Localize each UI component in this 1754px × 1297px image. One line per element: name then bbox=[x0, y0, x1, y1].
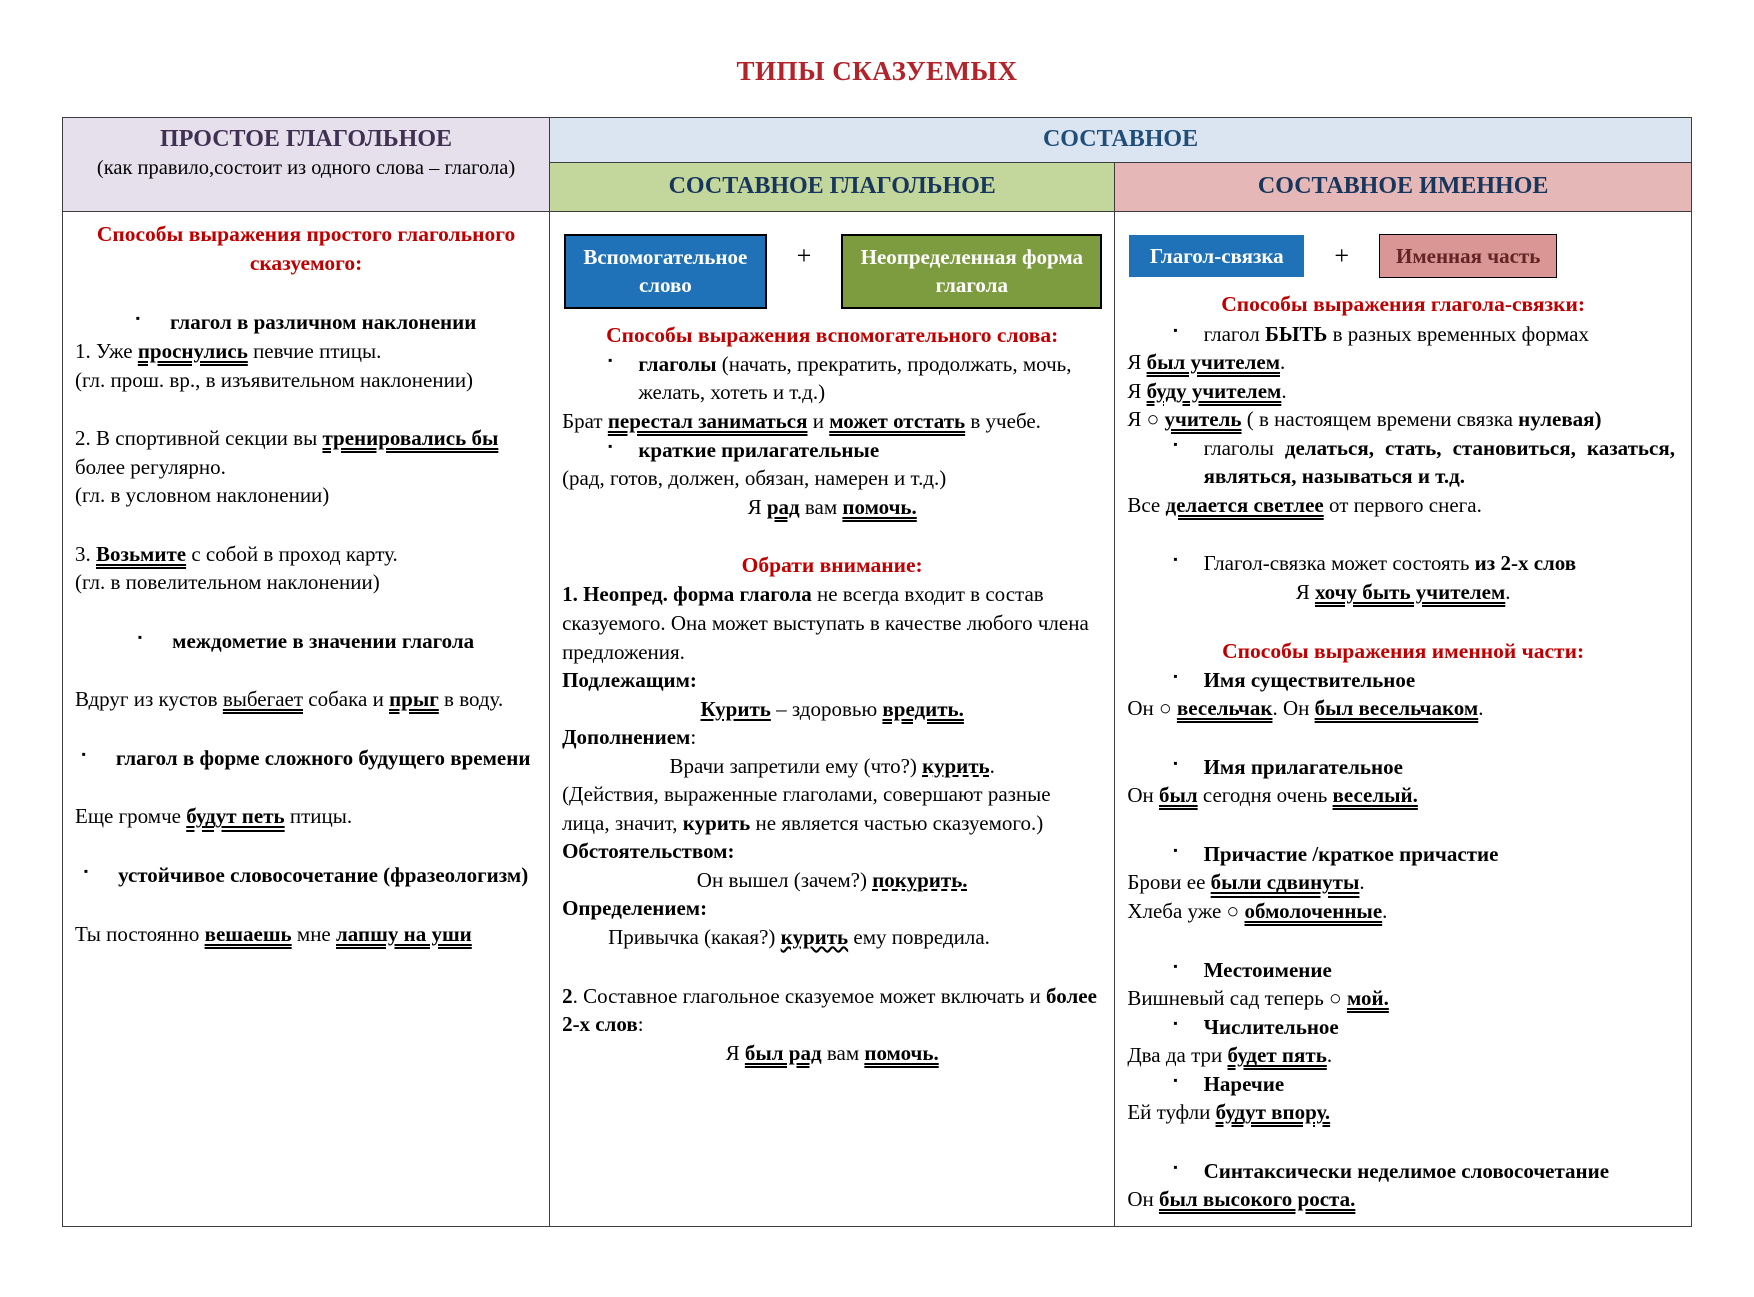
paragraph bbox=[562, 894, 1102, 923]
emphasis-run: помочь. bbox=[842, 494, 917, 519]
text-run: Я bbox=[1295, 579, 1315, 604]
header-composite-nominal: СОСТАВНОЕ ИМЕННОЕ bbox=[1115, 163, 1692, 212]
text-run: Вишневый сад теперь ○ bbox=[1127, 986, 1347, 1011]
spacer bbox=[1127, 1127, 1679, 1157]
paragraph bbox=[1127, 405, 1679, 434]
paragraph bbox=[1127, 868, 1679, 897]
emphasis-run: Определением: bbox=[562, 896, 708, 921]
paragraph bbox=[75, 685, 537, 714]
emphasis-run: делается светлее bbox=[1165, 492, 1324, 517]
emphasis-run: курить bbox=[922, 753, 990, 778]
emphasis-run: Дополнением bbox=[562, 725, 691, 750]
bullet-square-icon: ▪ bbox=[1173, 1015, 1178, 1030]
text-run: Я bbox=[747, 494, 767, 519]
paragraph bbox=[562, 580, 1102, 666]
emphasis-run: учитель bbox=[1164, 407, 1242, 432]
paragraph bbox=[1127, 694, 1679, 723]
emphasis-run: помочь. bbox=[864, 1040, 939, 1065]
bullet-square-icon: ▪ bbox=[1173, 668, 1178, 683]
paragraph bbox=[75, 337, 537, 366]
text-run: Все bbox=[1127, 492, 1166, 517]
bullet-text bbox=[638, 350, 1102, 407]
paragraph bbox=[1127, 348, 1679, 377]
paragraph bbox=[562, 723, 1102, 752]
bullet-text bbox=[1204, 320, 1589, 349]
emphasis-run: будут петь bbox=[186, 804, 285, 829]
emphasis-run: был учителем bbox=[1146, 350, 1280, 375]
emphasis-run: глаголы bbox=[638, 351, 722, 376]
paragraph bbox=[562, 464, 1102, 493]
text-run: вам bbox=[821, 1040, 865, 1065]
text-run: Он bbox=[1127, 1187, 1159, 1212]
text-run: . bbox=[989, 753, 995, 778]
text-run: Врачи запретили ему (что?) bbox=[669, 753, 923, 778]
emphasis-run: Местоимение bbox=[1203, 957, 1332, 982]
bullet-item bbox=[1127, 956, 1679, 985]
emphasis-run: был рад bbox=[744, 1040, 822, 1065]
text-run: глаголы bbox=[1203, 435, 1285, 460]
text-run: . Составное глагольное сказуемое может включать и bbox=[572, 983, 1047, 1008]
emphasis-run: краткие прилагательные bbox=[638, 437, 880, 462]
text-run: птицы. bbox=[284, 804, 353, 829]
bullet-item bbox=[1127, 666, 1679, 695]
paragraph bbox=[562, 666, 1102, 695]
bullet-text bbox=[1204, 1013, 1339, 1042]
text-run: Обрати внимание: bbox=[741, 553, 923, 578]
text-run: певчие птицы. bbox=[247, 339, 382, 364]
text-run: Ей туфли bbox=[1127, 1100, 1216, 1125]
emphasis-run: лапшу на уши bbox=[336, 921, 472, 946]
paragraph bbox=[75, 481, 537, 510]
bullet-square-icon: ▪ bbox=[81, 746, 86, 761]
emphasis-run: 2 bbox=[562, 983, 573, 1008]
text-run: Способы выражения вспомогательного слова: bbox=[606, 322, 1059, 347]
text-run: в воду. bbox=[438, 687, 504, 712]
emphasis-run: был высокого роста. bbox=[1158, 1187, 1356, 1212]
emphasis-run: Возьмите bbox=[96, 541, 187, 566]
emphasis-run: Наречие bbox=[1203, 1071, 1285, 1096]
text-run: Брат bbox=[562, 409, 608, 434]
emphasis-run: Обстоятельством: bbox=[562, 839, 735, 864]
emphasis-run: прыг bbox=[389, 687, 439, 712]
bullet-square-icon: ▪ bbox=[1173, 958, 1178, 973]
plus-sign: + bbox=[796, 241, 812, 270]
bullet-square-icon: ▪ bbox=[1173, 1159, 1178, 1174]
spacer bbox=[75, 597, 537, 627]
paragraph bbox=[1127, 377, 1679, 406]
text-run: 2. В спортивной секции вы bbox=[75, 426, 323, 451]
header-simple-verbal bbox=[63, 118, 550, 212]
paragraph bbox=[1127, 578, 1679, 607]
formula-box: Неопределенная форма глагола bbox=[841, 234, 1102, 309]
text-run: Способы выражения простого глагольного сказуемого: bbox=[96, 222, 516, 276]
emphasis-run: курить bbox=[682, 810, 751, 835]
text-run: (гл. в условном наклонении) bbox=[75, 483, 330, 508]
text-run: : bbox=[637, 1012, 644, 1037]
bullet-item bbox=[1127, 840, 1679, 869]
text-run: Хлеба уже ○ bbox=[1127, 899, 1245, 924]
paragraph bbox=[75, 366, 537, 395]
spacer bbox=[75, 714, 537, 744]
bullet-item bbox=[75, 627, 537, 656]
emphasis-run: может отстать bbox=[829, 409, 966, 434]
spacer bbox=[1127, 519, 1679, 549]
header-simple-verbal-subtitle: (как правило,состоит из одного слова – глагола) bbox=[96, 157, 516, 179]
emphasis-run: 1. Неопред. форма глагола bbox=[562, 582, 817, 607]
paragraph bbox=[1127, 984, 1679, 1013]
spacer bbox=[75, 394, 537, 424]
emphasis-run: хочу быть учителем bbox=[1314, 579, 1506, 604]
emphasis-run: устойчивое словосочетание (фразеологизм) bbox=[118, 863, 529, 888]
text-run: . Он bbox=[1272, 696, 1315, 721]
page bbox=[0, 56, 1754, 1227]
text-run: Я bbox=[1127, 378, 1147, 403]
text-run: собака и bbox=[303, 687, 390, 712]
text-run: (гл. в повелительном наклонении) bbox=[75, 570, 380, 595]
emphasis-run: будут впору. bbox=[1215, 1100, 1331, 1125]
text-run: Способы выражения глагола-связки: bbox=[1221, 292, 1586, 317]
formula-box: Глагол-связка bbox=[1129, 235, 1304, 277]
formula-row bbox=[564, 234, 1102, 309]
emphasis-run: были сдвинуты bbox=[1210, 870, 1360, 895]
emphasis-run: Подлежащим: bbox=[562, 668, 697, 693]
emphasis-run: рад bbox=[766, 494, 800, 519]
spacer bbox=[562, 952, 1102, 982]
spacer bbox=[1127, 810, 1679, 840]
column-composite-verbal bbox=[550, 212, 1115, 1227]
spacer bbox=[75, 278, 537, 308]
emphasis-run: был bbox=[1158, 783, 1198, 808]
bullet-square-icon: ▪ bbox=[1173, 755, 1178, 770]
emphasis-run: глагол в форме сложного будущего времени bbox=[115, 745, 531, 770]
paragraph bbox=[1127, 1041, 1679, 1070]
emphasis-run: буду учителем bbox=[1146, 378, 1282, 403]
bullet-item bbox=[75, 744, 537, 773]
text-run: (гл. прош. вр., в изъявительном наклонении) bbox=[75, 367, 474, 392]
paragraph bbox=[75, 568, 537, 597]
emphasis-run: глагол в различном наклонении bbox=[169, 310, 477, 335]
text-run: сегодня очень bbox=[1197, 783, 1333, 808]
emphasis-run: междометие в значении глагола bbox=[172, 628, 475, 653]
paragraph bbox=[1127, 897, 1679, 926]
text-run: . bbox=[1326, 1043, 1333, 1068]
bullet-item bbox=[75, 861, 537, 890]
paragraph bbox=[562, 695, 1102, 724]
emphasis-run: веселый. bbox=[1332, 783, 1418, 808]
bullet-square-icon: ▪ bbox=[83, 864, 89, 879]
formula-row bbox=[1129, 234, 1679, 278]
bullet-text bbox=[1204, 434, 1675, 491]
section-heading bbox=[1127, 637, 1679, 666]
text-run: от первого снега. bbox=[1323, 492, 1482, 517]
paragraph bbox=[562, 752, 1102, 781]
paragraph bbox=[1127, 1185, 1679, 1214]
section-heading bbox=[562, 551, 1102, 580]
emphasis-run: вредить. bbox=[882, 696, 964, 721]
bullet-square-icon: ▪ bbox=[1173, 322, 1178, 337]
text-run: не является частью сказуемого.) bbox=[750, 810, 1044, 835]
emphasis-run: весельчак bbox=[1176, 696, 1273, 721]
text-run: Я bbox=[1127, 350, 1147, 375]
paragraph bbox=[1127, 781, 1679, 810]
bullet-item bbox=[1127, 549, 1679, 578]
paragraph bbox=[562, 493, 1102, 522]
paragraph bbox=[562, 866, 1102, 895]
bullet-text bbox=[1204, 753, 1403, 782]
text-run: . bbox=[1505, 579, 1511, 604]
text-run: 1. Уже bbox=[75, 339, 138, 364]
paragraph bbox=[1127, 491, 1679, 520]
section-heading bbox=[1127, 290, 1679, 319]
text-run: Ты постоянно bbox=[75, 921, 205, 946]
text-run: Я ○ bbox=[1127, 407, 1165, 432]
text-run: более регулярно. bbox=[75, 454, 226, 479]
header-simple-verbal-title: ПРОСТОЕ ГЛАГОЛЬНОЕ bbox=[160, 126, 452, 152]
emphasis-run: тренировались бы bbox=[322, 426, 499, 451]
bullet-item bbox=[1127, 1157, 1679, 1186]
emphasis-run: Имя прилагательное bbox=[1203, 754, 1403, 779]
bullet-text bbox=[638, 436, 879, 465]
text-run: . bbox=[1281, 378, 1287, 403]
emphasis-run: нулевая) bbox=[1518, 407, 1602, 432]
text-run: в учебе. bbox=[965, 409, 1041, 434]
text-run: вам bbox=[799, 494, 843, 519]
text-run: Я bbox=[725, 1040, 745, 1065]
text-run: и bbox=[807, 409, 830, 434]
emphasis-run: Имя существительное bbox=[1203, 667, 1416, 692]
text-run: – здоровью bbox=[770, 696, 883, 721]
bullet-item bbox=[1127, 1070, 1679, 1099]
column-composite-nominal bbox=[1115, 212, 1692, 1227]
text-run: Глагол-связка может состоять bbox=[1203, 551, 1475, 576]
emphasis-run: делаться, стать, становиться, казаться, являться, называться и т.д. bbox=[1203, 435, 1675, 489]
bullet-item bbox=[75, 308, 537, 337]
bullet-square-icon: ▪ bbox=[608, 352, 613, 367]
emphasis-run: вешаешь bbox=[204, 921, 292, 946]
bullet-square-icon: ▪ bbox=[1173, 552, 1178, 567]
emphasis-run: мой. bbox=[1346, 986, 1389, 1011]
emphasis-run: обмолоченные bbox=[1244, 899, 1383, 924]
paragraph bbox=[562, 407, 1102, 436]
spacer bbox=[75, 772, 537, 802]
emphasis-run: проснулись bbox=[137, 339, 248, 364]
spacer bbox=[1127, 607, 1679, 637]
emphasis-run: Курить bbox=[700, 696, 771, 721]
header-composite: СОСТАВНОЕ bbox=[550, 118, 1692, 163]
bullet-text bbox=[170, 308, 476, 337]
emphasis-run: Синтаксически неделимое словосочетание bbox=[1203, 1158, 1610, 1183]
text-run: Два да три bbox=[1127, 1043, 1228, 1068]
paragraph bbox=[562, 837, 1102, 866]
text-run: Он ○ bbox=[1127, 696, 1177, 721]
text-run: Способы выражения именной части: bbox=[1222, 638, 1585, 663]
text-run: Он вышел (зачем?) bbox=[696, 867, 873, 892]
bullet-text bbox=[118, 861, 528, 890]
text-run: (начать, прекратить, продолжать, мочь, желать, хотеть и т.д.) bbox=[638, 351, 1072, 405]
paragraph bbox=[75, 920, 537, 949]
bullet-item bbox=[562, 350, 1102, 407]
spacer bbox=[562, 521, 1102, 551]
bullet-square-icon: ▪ bbox=[608, 438, 613, 453]
emphasis-run: покурить. bbox=[872, 867, 968, 892]
bullet-item bbox=[1127, 753, 1679, 782]
text-run: . bbox=[1359, 870, 1365, 895]
text-run: глагол bbox=[1203, 321, 1265, 346]
emphasis-run: Числительное bbox=[1203, 1014, 1339, 1039]
text-run: не всегда входит в состав сказуемого. Она может выступать в качестве любого члена предложения. bbox=[562, 582, 1089, 664]
text-run: ему повредила. bbox=[848, 925, 990, 949]
text-run: Еще громче bbox=[75, 804, 187, 829]
spacer bbox=[75, 831, 537, 861]
formula-box: Вспомогательное слово bbox=[564, 234, 767, 309]
text-run: 3. bbox=[75, 541, 96, 566]
spacer bbox=[75, 890, 537, 920]
emphasis-run: из 2-х слов bbox=[1474, 551, 1577, 576]
emphasis-run: перестал заниматься bbox=[607, 409, 808, 434]
bullet-item bbox=[1127, 434, 1679, 491]
emphasis-run: выбегает bbox=[222, 687, 304, 712]
emphasis-run: будет пять bbox=[1227, 1043, 1327, 1068]
bullet-item bbox=[1127, 320, 1679, 349]
text-run: . bbox=[1382, 899, 1388, 924]
text-run: . bbox=[1478, 696, 1484, 721]
bullet-text bbox=[1204, 1070, 1285, 1099]
column-simple-verbal bbox=[63, 212, 550, 1227]
bullet-text bbox=[1204, 666, 1416, 695]
header-composite-verbal: СОСТАВНОЕ ГЛАГОЛЬНОЕ bbox=[550, 163, 1115, 212]
page-title: ТИПЫ СКАЗУЕМЫХ bbox=[736, 56, 1018, 86]
bullet-text bbox=[116, 744, 531, 773]
bullet-item bbox=[1127, 1013, 1679, 1042]
text-run: . bbox=[1280, 350, 1286, 375]
text-run: Брови ее bbox=[1127, 870, 1211, 895]
bullet-square-icon: ▪ bbox=[1173, 436, 1178, 451]
plus-sign: + bbox=[1334, 241, 1349, 270]
paragraph bbox=[562, 780, 1102, 837]
spacer bbox=[1127, 926, 1679, 956]
text-run: с собой в проход карту. bbox=[186, 541, 398, 566]
bullet-square-icon: ▪ bbox=[137, 629, 143, 644]
text-run: Он bbox=[1127, 783, 1159, 808]
paragraph bbox=[75, 540, 537, 569]
text-run: мне bbox=[291, 921, 337, 946]
bullet-text bbox=[1204, 956, 1332, 985]
bullet-item bbox=[562, 436, 1102, 465]
text-run: (Действия, выраженные глаголами, совершают разные лица, значит, bbox=[562, 782, 1051, 835]
bullet-square-icon: ▪ bbox=[135, 311, 140, 326]
emphasis-run: Причастие /краткое причастие bbox=[1203, 841, 1499, 866]
text-run: Вдруг из кустов bbox=[75, 687, 223, 712]
paragraph bbox=[562, 1039, 1102, 1068]
bullet-square-icon: ▪ bbox=[1173, 842, 1178, 857]
section-heading bbox=[562, 321, 1102, 350]
paragraph bbox=[562, 982, 1102, 1039]
bullet-text bbox=[1204, 1157, 1610, 1186]
bullet-square-icon: ▪ bbox=[1173, 1072, 1178, 1087]
spacer bbox=[75, 655, 537, 685]
section-heading bbox=[75, 220, 537, 278]
emphasis-run: курить bbox=[780, 925, 849, 949]
paragraph bbox=[562, 923, 1102, 952]
paragraph bbox=[75, 424, 537, 481]
paragraph bbox=[75, 802, 537, 831]
emphasis-run: был весельчаком bbox=[1314, 696, 1479, 721]
bullet-text bbox=[1204, 549, 1577, 578]
predicate-types-table bbox=[62, 117, 1692, 1227]
text-run: Привычка (какая?) bbox=[608, 925, 781, 949]
emphasis-run: БЫТЬ bbox=[1264, 321, 1328, 346]
formula-box: Именная часть bbox=[1379, 234, 1557, 278]
text-run: (рад, готов, должен, обязан, намерен и т.д.) bbox=[562, 466, 947, 491]
text-run: в разных временных формах bbox=[1327, 321, 1589, 346]
spacer bbox=[1127, 723, 1679, 753]
bullet-text bbox=[1204, 840, 1499, 869]
text-run: ( в настоящем времени связка bbox=[1241, 407, 1519, 432]
paragraph bbox=[1127, 1098, 1679, 1127]
bullet-text bbox=[172, 627, 474, 656]
spacer bbox=[75, 510, 537, 540]
text-run: : bbox=[690, 725, 697, 750]
emphasis-run: более 2-х слов bbox=[562, 983, 1097, 1037]
